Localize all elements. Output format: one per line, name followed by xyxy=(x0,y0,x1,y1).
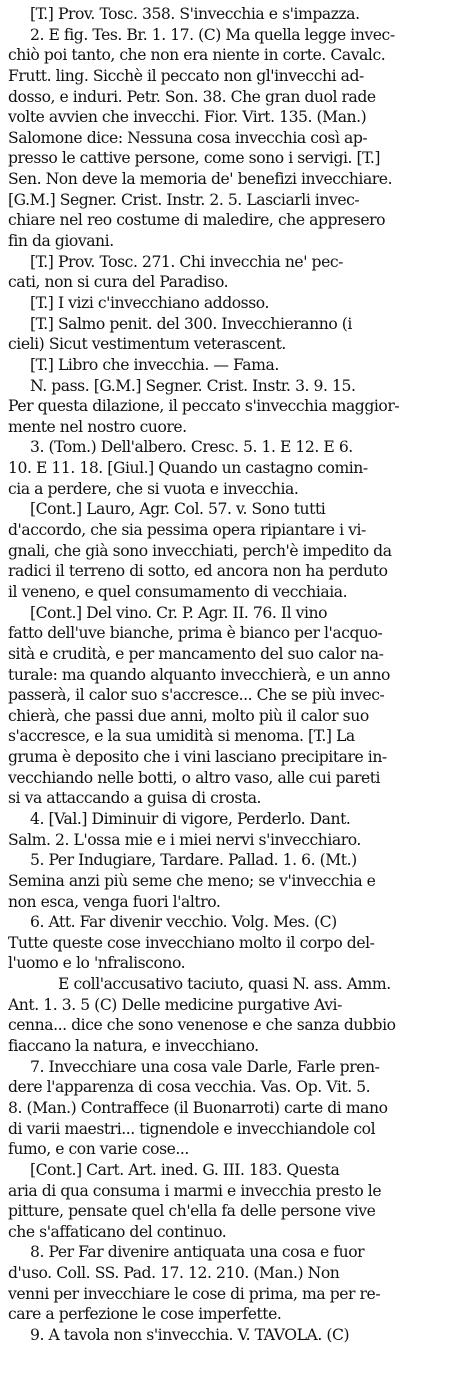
text-line: Sen. Non deve la memoria de' benefizi invecchiare. xyxy=(8,170,393,189)
text-line: Ant. 1. 3. 5 (C) Delle medicine purgative Avi- xyxy=(8,995,342,1014)
text-line: d'accordo, che sia pessima opera ripiantare i vi- xyxy=(8,521,366,540)
text-line: fin da giovani. xyxy=(8,232,114,251)
text-line: 10. E 11. 18. [Giul.] Quando un castagno comin- xyxy=(8,459,368,478)
text-line: fumo, e con varie cose... xyxy=(8,1140,189,1159)
text-line: E coll'accusativo taciuto, quasi N. ass. Amm. xyxy=(58,975,391,994)
text-line: di varii maestri... tignendole e invecchiandole col xyxy=(8,1119,376,1138)
text-line: chierà, che passi due anni, molto più il calor suo xyxy=(8,706,369,725)
text-line: volte avvien che invecchi. Fior. Virt. 135. (Man.) xyxy=(8,108,367,127)
text-line: 6. Att. Far divenir vecchio. Volg. Mes. (C) xyxy=(30,913,337,932)
text-line: Frutt. ling. Sicchè il peccato non gl'invecchi ad- xyxy=(8,66,364,85)
text-line: il veneno, e quel consumamento di vecchiaia. xyxy=(8,582,348,601)
text-line: 2. E fig. Tes. Br. 1. 17. (C) Ma quella legge invec- xyxy=(30,25,395,44)
text-line: fatto dell'uve bianche, prima è bianco per l'acquo- xyxy=(8,624,383,643)
text-line: N. pass. [G.M.] Segner. Crist. Instr. 3. 9. 15. xyxy=(30,376,356,395)
text-line: non esca, venga fuori l'altro. xyxy=(8,892,221,911)
text-line: radici il terreno di sotto, ed ancora non ha perduto xyxy=(8,562,388,581)
text-line: venni per invecchiare le cose di prima, ma per re- xyxy=(8,1284,381,1303)
text-line: mente nel nostro cuore. xyxy=(8,417,187,436)
text-line: [Cont.] Cart. Art. ined. G. III. 183. Questa xyxy=(30,1160,340,1179)
text-line: pitture, pensate quel ch'ella fa delle persone vive xyxy=(8,1202,376,1221)
text-line: Per questa dilazione, il peccato s'invecchia maggior- xyxy=(8,397,400,416)
text-line: cenna... dice che sono venenose e che sanza dubbio xyxy=(8,1016,396,1035)
text-line: 4. [Val.] Diminuir di vigore, Perderlo. Dant. xyxy=(30,809,351,828)
text-line: Salomone dice: Nessuna cosa invecchia così ap- xyxy=(8,128,368,147)
text-line: 5. Per Indugiare, Tardare. Pallad. 1. 6. (Mt.) xyxy=(30,851,357,870)
text-line: Salm. 2. L'ossa mie e i miei nervi s'invecchiaro. xyxy=(8,830,361,849)
text-line: cati, non si cura del Paradiso. xyxy=(8,273,229,292)
text-line: 8. (Man.) Contraffece (il Buonarroti) carte di mano xyxy=(8,1098,388,1117)
text-line: Tutte queste cose invecchiano molto il corpo del- xyxy=(8,933,375,952)
text-line: [T.] Prov. Tosc. 271. Chi invecchia ne' pec- xyxy=(30,252,343,271)
text-line: care a perfezione le cose imperfette. xyxy=(8,1305,282,1324)
text-line: chiò poi tanto, che non era niente in corte. Cavalc. xyxy=(8,46,386,65)
text-line: l'uomo e lo 'nfraliscono. xyxy=(8,954,186,973)
text-line: sità e crudità, e per mancamento del suo calor na- xyxy=(8,644,384,663)
text-line: dosso, e induri. Petr. Son. 38. Che gran duol rade xyxy=(8,87,376,106)
text-line: 9. A tavola non s'invecchia. V. TAVOLA. (C) xyxy=(30,1326,350,1344)
text-line: 3. (Tom.) Dell'albero. Cresc. 5. 1. E 12. E 6. xyxy=(30,438,353,457)
text-line: 7. Invecchiare una cosa vale Darle, Farle pren- xyxy=(30,1057,380,1076)
entry-text-column xyxy=(8,4,458,1346)
text-line: [T.] Prov. Tosc. 358. S'invecchia e s'impazza. xyxy=(30,5,360,23)
text-line: dere l'apparenza di cosa vecchia. Vas. Op. Vit. 5. xyxy=(8,1078,371,1097)
text-line: d'uso. Coll. SS. Pad. 17. 12. 210. (Man.) Non xyxy=(8,1264,340,1283)
text-line: [T.] Salmo penit. del 300. Invecchieranno (i xyxy=(30,314,352,333)
text-line: gruma è deposito che i vini lasciano precipitare in- xyxy=(8,748,387,767)
text-line: chiare nel reo costume di maledire, che appresero xyxy=(8,211,386,230)
text-line: fiaccano la natura, e invecchiano. xyxy=(8,1037,259,1056)
text-line: Semina anzi più seme che meno; se v'invecchia e xyxy=(8,871,376,890)
text-line: [T.] I vizi c'invecchiano addosso. xyxy=(30,293,269,312)
text-line: [Cont.] Lauro, Agr. Col. 57. v. Sono tutti xyxy=(30,500,326,519)
text-line: gnali, che già sono invecchiati, perch'è impedito da xyxy=(8,541,392,560)
text-line: [Cont.] Del vino. Cr. P. Agr. II. 76. Il vino xyxy=(30,603,328,622)
text-line: presso le cattive persone, come sono i servigi. [T.] xyxy=(8,149,380,168)
text-line: [T.] Libro che invecchia. — Fama. xyxy=(30,355,279,374)
text-line: s'accresce, e la sua umidità si menoma. [T.] La xyxy=(8,727,355,746)
text-line: cieli) Sicut vestimentum veterascent. xyxy=(8,335,286,354)
text-line: passerà, il calor suo s'accresce... Che se più invec- xyxy=(8,686,385,705)
text-line: si va attaccando a guisa di crosta. xyxy=(8,789,262,808)
text-line: turale: ma quando alquanto invecchierà, e un anno xyxy=(8,665,390,684)
text-line: cia a perdere, che si vuota e invecchia. xyxy=(8,479,299,498)
text-line: che s'affaticano del continuo. xyxy=(8,1222,227,1241)
text-line: 8. Per Far divenire antiquata una cosa e fuor xyxy=(30,1243,365,1262)
text-line: vecchiando nelle botti, o altro vaso, alle cui pareti xyxy=(8,768,381,787)
text-line: aria di qua consuma i marmi e invecchia presto le xyxy=(8,1181,382,1200)
text-line: [G.M.] Segner. Crist. Instr. 2. 5. Lasciarli invec- xyxy=(8,190,360,209)
